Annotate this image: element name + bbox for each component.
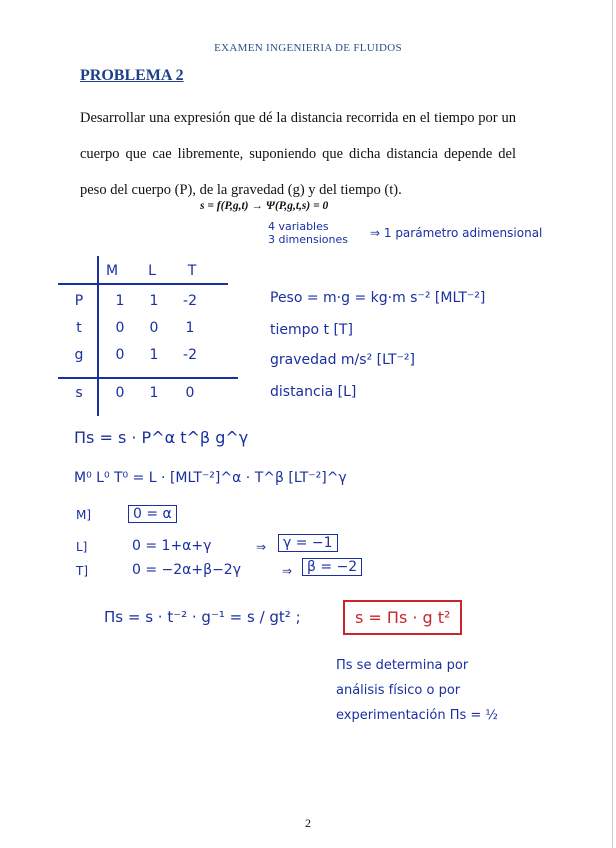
main-equation: s = f(P,g,t) → Ψ(P,g,t,s) = 0 xyxy=(200,200,329,212)
table-cell: -2 xyxy=(183,293,197,309)
problem-title: PROBLEMA 2 xyxy=(80,67,184,84)
gamma-result: γ = −1 xyxy=(278,534,338,552)
beta-result: β = −2 xyxy=(302,558,362,576)
exam-header: EXAMEN INGENIERIA DE FLUIDOS xyxy=(214,42,402,54)
table-cell: 0 xyxy=(115,320,125,336)
table-cell: 1 xyxy=(149,385,159,401)
table-cell: 1 xyxy=(185,320,195,336)
m-equation: 0 = α xyxy=(128,505,177,523)
table-vertical-line xyxy=(97,256,99,416)
params-note: ⇒ 1 parámetro adimensional xyxy=(370,226,543,240)
table-header-t: T xyxy=(187,263,197,279)
table-header-m: M xyxy=(105,263,119,279)
table-cell: 1 xyxy=(149,347,159,363)
note-gravedad: gravedad m/s² [LT⁻²] xyxy=(270,352,415,368)
conclusion-line-3: experimentación Πs = ½ xyxy=(336,708,499,723)
dimensions-note: 3 dimensiones xyxy=(268,233,348,246)
table-cell: 0 xyxy=(115,385,125,401)
table-cell: 0 xyxy=(149,320,159,336)
l-label: L] xyxy=(76,540,88,554)
conclusion-line-2: análisis físico o por xyxy=(336,683,461,698)
table-row-var: P xyxy=(74,293,84,309)
page-number: 2 xyxy=(305,816,311,830)
arrow-icon: ⇒ xyxy=(282,564,293,578)
note-peso: Peso = m·g = kg·m s⁻² [MLT⁻²] xyxy=(270,290,486,306)
table-cell: 0 xyxy=(115,347,125,363)
variables-note: 4 variables xyxy=(268,220,329,233)
table-header-line xyxy=(58,283,228,285)
t-label: T] xyxy=(76,564,89,578)
table-cell: -2 xyxy=(183,347,197,363)
table-row-var: t xyxy=(76,320,82,336)
table-cell: 1 xyxy=(149,293,159,309)
table-separator-line xyxy=(58,377,238,379)
pi-result: Πs = s · t⁻² · g⁻¹ = s / gt² ; xyxy=(104,608,301,626)
conclusion-line-1: Πs se determina por xyxy=(336,658,469,673)
table-cell: 0 xyxy=(185,385,195,401)
t-equation: 0 = −2α+β−2γ xyxy=(132,562,241,578)
page-edge-line xyxy=(612,0,613,848)
table-row-var: s xyxy=(75,385,83,401)
dimensional-equation: M⁰ L⁰ T⁰ = L · [MLT⁻²]^α · T^β [LT⁻²]^γ xyxy=(74,470,347,486)
final-result: s = Πs · g t² xyxy=(343,600,462,635)
table-cell: 1 xyxy=(115,293,125,309)
note-tiempo: tiempo t [T] xyxy=(270,322,353,338)
m-label: M] xyxy=(76,508,92,522)
problem-statement: Desarrollar una expresión que dé la distancia recorrida en el tiempo por un cuerpo que cae libremente, suponiendo que dicha distancia depende del peso del cuerpo (P), de la gravedad (g) y del tiempo (t). xyxy=(80,110,516,198)
table-row-var: g xyxy=(74,347,84,363)
l-equation: 0 = 1+α+γ xyxy=(132,538,212,554)
arrow-icon: ⇒ xyxy=(256,540,267,554)
note-distancia: distancia [L] xyxy=(270,384,357,400)
table-header-l: L xyxy=(148,263,156,279)
pi-definition: Πs = s · P^α t^β g^γ xyxy=(74,428,249,447)
